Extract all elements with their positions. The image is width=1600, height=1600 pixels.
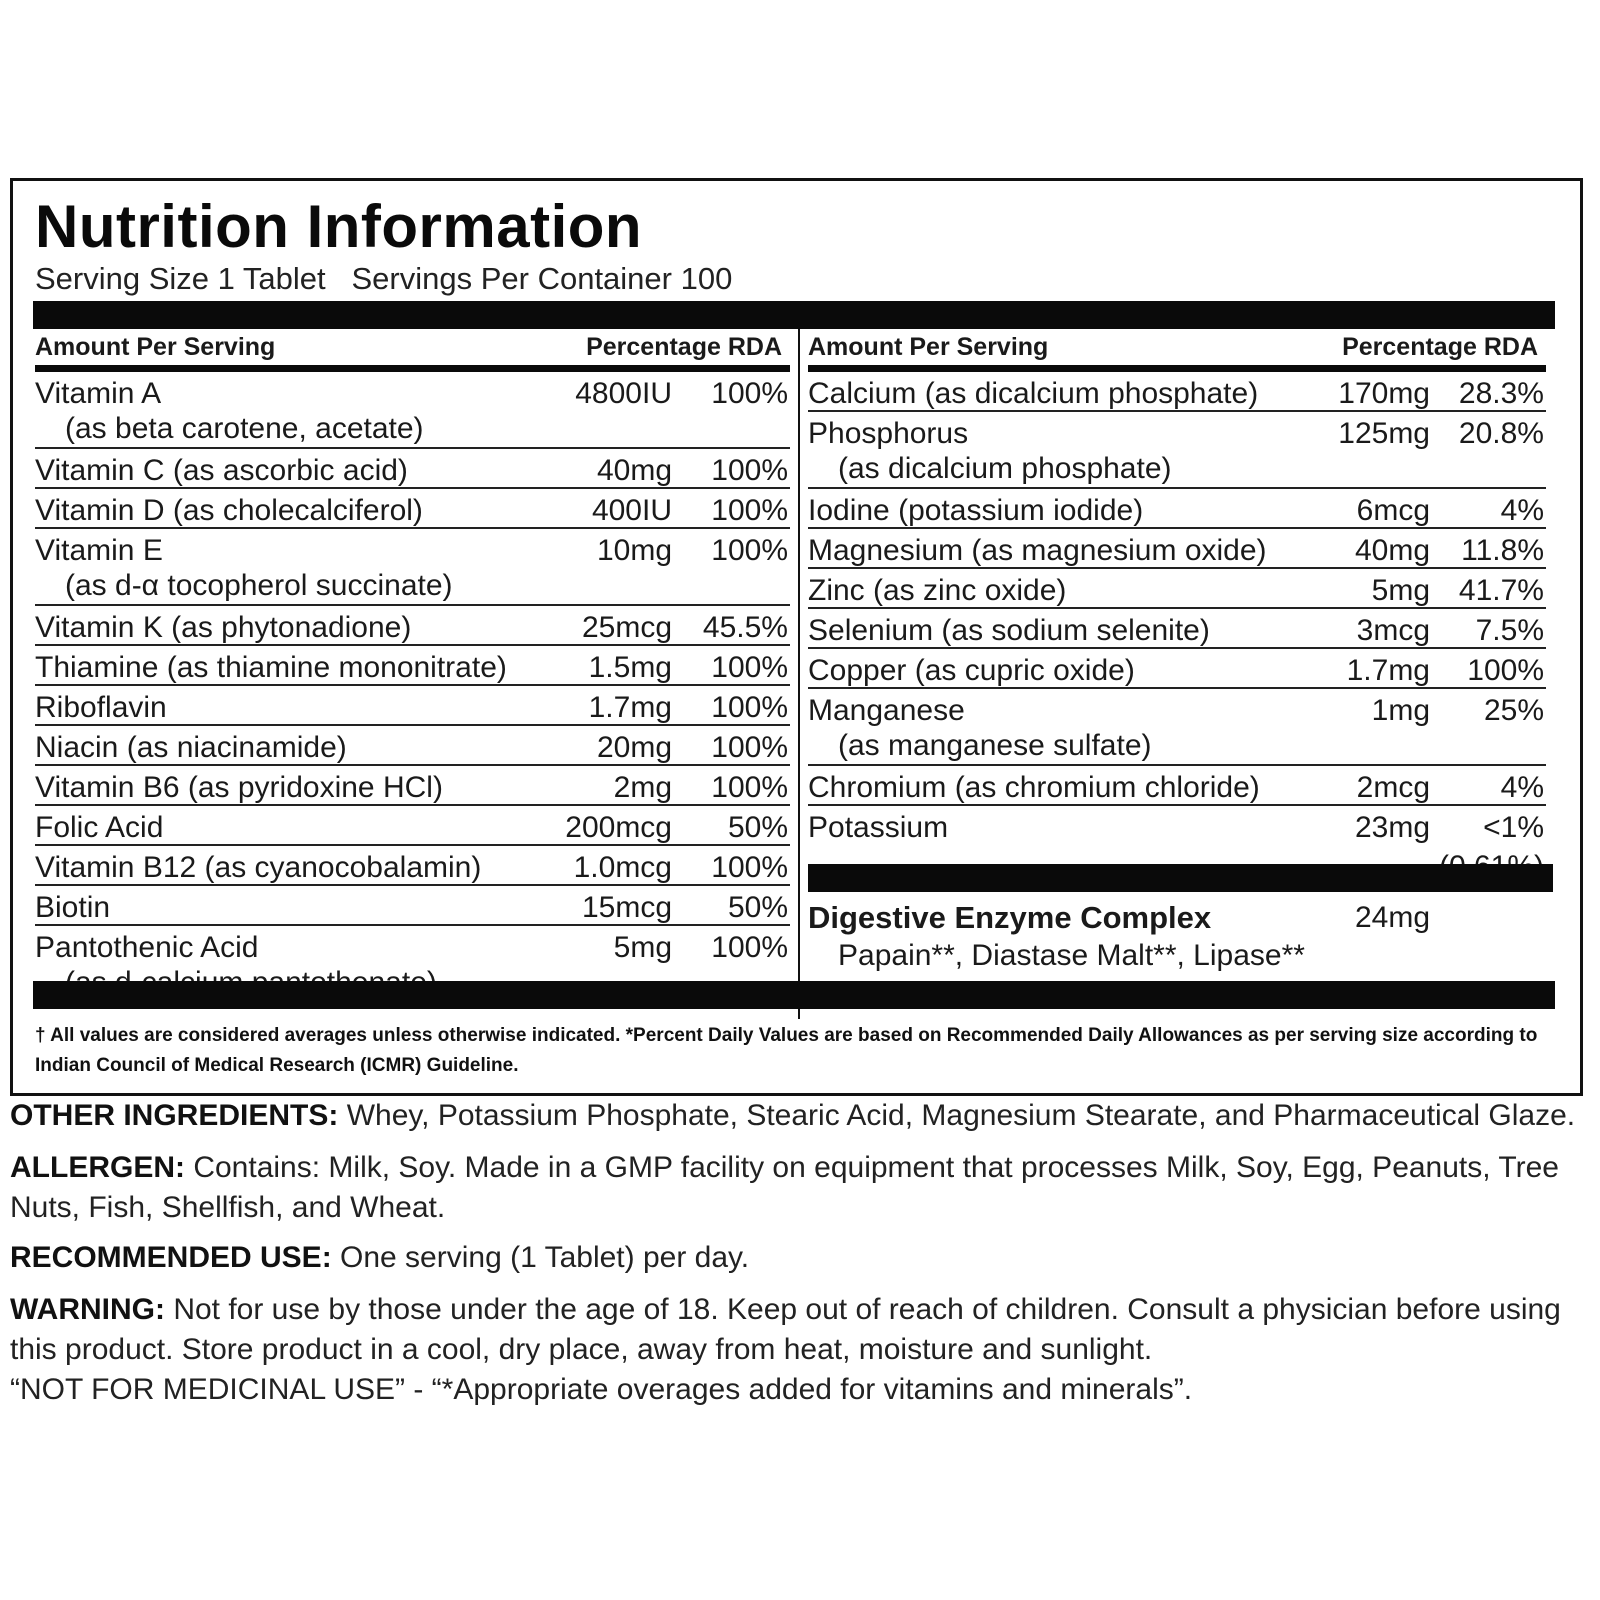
- nutrient-rda: 45.5%: [702, 611, 788, 644]
- nutrient-name: Folic Acid: [35, 811, 164, 844]
- nutrient-rda: <1%: [1483, 811, 1544, 844]
- nutrient-row: [35, 686, 790, 726]
- nutrient-rda: 100%: [711, 494, 788, 527]
- nutrient-amount: 2mcg: [1356, 771, 1430, 804]
- right-column: [808, 329, 1546, 881]
- nutrient-amount: 1.5mg: [588, 651, 672, 684]
- right-header-rule: [808, 365, 1546, 372]
- nutrient-amount: 6mcg: [1356, 494, 1430, 527]
- nutrient-row: [808, 489, 1546, 529]
- nutrient-name: Niacin (as niacinamide): [35, 731, 347, 764]
- nutrient-name: Copper (as cupric oxide): [808, 654, 1135, 687]
- warning-text: Not for use by those under the age of 18. Keep out of reach of children. Consult a physician before using this product. Store product in a cool, dry place, away from heat, moisture and sunlight.: [10, 1293, 1561, 1366]
- nutrient-source: (as dicalcium phosphate): [838, 452, 1172, 485]
- nutrient-amount: 200mcg: [565, 811, 672, 844]
- nutrient-rda: 50%: [727, 891, 788, 924]
- nutrient-name: Biotin: [35, 891, 111, 924]
- nutrient-row: [808, 689, 1546, 766]
- nutrient-rda: 7.5%: [1475, 614, 1544, 647]
- nutrient-amount: 15mcg: [581, 891, 672, 924]
- nutrient-name: Vitamin E: [35, 534, 163, 567]
- allergen-label: ALLERGEN:: [10, 1151, 185, 1184]
- nutrient-name: Chromium (as chromium chloride): [808, 771, 1260, 804]
- enzyme-rule: [808, 864, 1553, 892]
- left-header-rda: Percentage RDA: [586, 333, 782, 361]
- nutrient-source: (as d-α tocopherol succinate): [65, 569, 453, 602]
- nutrient-rda: 100%: [711, 931, 788, 964]
- nutrient-amount: 1mg: [1371, 694, 1430, 727]
- nutrient-row: [35, 489, 790, 529]
- nutrient-name: Manganese: [808, 694, 965, 727]
- nutrient-row: [808, 569, 1546, 609]
- serving-info: Serving Size 1 Tablet Servings Per Container 100: [35, 261, 733, 296]
- nutrient-rda: 11.8%: [1461, 534, 1544, 567]
- nutrient-name: Iodine (potassium iodide): [808, 494, 1144, 527]
- allergen-text: Contains: Milk, Soy. Made in a GMP facility on equipment that processes Milk, Soy, Egg, Peanuts, Tree Nuts, Fish, Shellfish, and Wheat.: [10, 1151, 1559, 1224]
- left-column: [35, 329, 790, 1001]
- nutrient-name: Thiamine (as thiamine mononitrate): [35, 651, 507, 684]
- nutrient-amount: 1.0mcg: [573, 851, 672, 884]
- nutrient-name: Vitamin A: [35, 377, 162, 410]
- enzyme-block: [808, 899, 1546, 989]
- nutrient-amount: 25mcg: [581, 611, 672, 644]
- nutrient-amount: 23mg: [1354, 811, 1430, 844]
- nutrient-rda: 100%: [711, 691, 788, 724]
- nutrient-rda: 100%: [711, 534, 788, 567]
- nutrient-name: Zinc (as zinc oxide): [808, 574, 1067, 607]
- nutrient-source: (as manganese sulfate): [838, 729, 1152, 762]
- nutrient-row: [35, 726, 790, 766]
- right-header-rda: Percentage RDA: [1342, 333, 1538, 361]
- nutrient-name: Selenium (as sodium selenite): [808, 614, 1210, 647]
- recommended-use-text: One serving (1 Tablet) per day.: [331, 1241, 750, 1274]
- nutrient-rda: 4%: [1500, 771, 1544, 804]
- right-header-amount: Amount Per Serving: [808, 333, 1049, 361]
- left-header-amount: Amount Per Serving: [35, 333, 276, 361]
- nutrient-amount: 10mg: [596, 534, 672, 567]
- nutrient-rda: 4%: [1500, 494, 1544, 527]
- nutrient-name: Magnesium (as magnesium oxide): [808, 534, 1267, 567]
- nutrient-amount: 1.7mg: [1346, 654, 1430, 687]
- nutrient-row: [808, 412, 1546, 489]
- nutrient-row: [808, 766, 1546, 806]
- nutrient-row: [35, 806, 790, 846]
- nutrient-row: [35, 606, 790, 646]
- enzyme-list: Papain**, Diastase Malt**, Lipase**: [838, 939, 1305, 972]
- recommended-use-label: RECOMMENDED USE:: [10, 1241, 332, 1274]
- nutrient-amount: 4800IU: [575, 377, 672, 410]
- nutrient-name: Calcium (as dicalcium phosphate): [808, 377, 1259, 410]
- nutrient-amount: 5mg: [613, 931, 672, 964]
- panel-title: Nutrition Information: [35, 193, 643, 260]
- allergen: [10, 1148, 1585, 1228]
- warning: [10, 1290, 1585, 1410]
- nutrient-rda: 100%: [711, 731, 788, 764]
- nutrient-amount: 1.7mg: [588, 691, 672, 724]
- nutrient-name: Potassium: [808, 811, 949, 844]
- nutrient-amount: 2mg: [613, 771, 672, 804]
- nutrient-name: Vitamin K (as phytonadione): [35, 611, 412, 644]
- nutrient-rda: 100%: [711, 851, 788, 884]
- nutrient-name: Vitamin B6 (as pyridoxine HCl): [35, 771, 443, 804]
- nutrient-row: [35, 886, 790, 926]
- nutrient-row: [808, 529, 1546, 569]
- nutrient-row: [808, 649, 1546, 689]
- nutrient-rda: 100%: [711, 454, 788, 487]
- nutrient-row: [35, 766, 790, 806]
- nutrient-row: [808, 609, 1546, 649]
- nutrient-rda: 28.3%: [1458, 377, 1544, 410]
- nutrient-row: [808, 372, 1546, 412]
- nutrient-rda: 100%: [711, 377, 788, 410]
- nutrient-name: Vitamin D (as cholecalciferol): [35, 494, 423, 527]
- nutrient-row: [35, 529, 790, 606]
- other-ingredients-text: Whey, Potassium Phosphate, Stearic Acid, Magnesium Stearate, and Pharmaceutical Glaze.: [338, 1099, 1576, 1132]
- bottom-thick-rule: [33, 981, 1555, 1009]
- other-ingredients-label: OTHER INGREDIENTS:: [10, 1099, 339, 1132]
- nutrient-source: (as beta carotene, acetate): [65, 412, 424, 445]
- nutrient-row: [35, 449, 790, 489]
- nutrient-rda: 100%: [711, 651, 788, 684]
- other-ingredients: [10, 1096, 1585, 1136]
- warning-label: WARNING:: [10, 1293, 165, 1326]
- recommended-use: [10, 1238, 1585, 1278]
- enzyme-amount: 24mg: [1354, 901, 1430, 934]
- nutrient-amount: 170mg: [1338, 377, 1430, 410]
- footnote: † All values are considered averages unless otherwise indicated. *Percent Daily Values are based on Recommended Daily Allowances as per serving size according to Indian Council of Medical Research (ICMR) Guideline.: [35, 1025, 1538, 1076]
- nutrition-panel: [10, 178, 1583, 1096]
- nutrient-name: Vitamin C (as ascorbic acid): [35, 454, 408, 487]
- left-header-rule: [35, 365, 790, 372]
- nutrient-rda: 100%: [1467, 654, 1544, 687]
- nutrient-amount: 20mg: [596, 731, 672, 764]
- nutrient-rda: 100%: [711, 771, 788, 804]
- nutrient-amount: 3mcg: [1356, 614, 1430, 647]
- nutrient-rda: 25%: [1483, 694, 1544, 727]
- nutrient-name: Phosphorus: [808, 417, 969, 450]
- nutrient-amount: 400IU: [591, 494, 672, 527]
- enzyme-title: Digestive Enzyme Complex: [808, 900, 1212, 935]
- nutrient-amount: 5mg: [1371, 574, 1430, 607]
- nutrient-rda: 20.8%: [1458, 417, 1544, 450]
- column-divider: [798, 329, 800, 1019]
- nutrient-amount: 40mg: [1354, 534, 1430, 567]
- nutrient-amount: 40mg: [596, 454, 672, 487]
- right-header: [808, 329, 1546, 365]
- nutrient-name: Pantothenic Acid: [35, 931, 259, 964]
- top-thick-rule: [33, 301, 1555, 329]
- nutrient-row: [35, 846, 790, 886]
- nutrient-name: Vitamin B12 (as cyanocobalamin): [35, 851, 482, 884]
- medicinal-note: “NOT FOR MEDICINAL USE” - “*Appropriate overages added for vitamins and minerals”.: [10, 1373, 1193, 1406]
- nutrient-row: [35, 372, 790, 449]
- nutrient-name: Riboflavin: [35, 691, 167, 724]
- left-header: [35, 329, 790, 365]
- nutrient-rda: 41.7%: [1458, 574, 1544, 607]
- nutrient-amount: 125mg: [1338, 417, 1430, 450]
- nutrient-rda: 50%: [727, 811, 788, 844]
- nutrient-row: [35, 646, 790, 686]
